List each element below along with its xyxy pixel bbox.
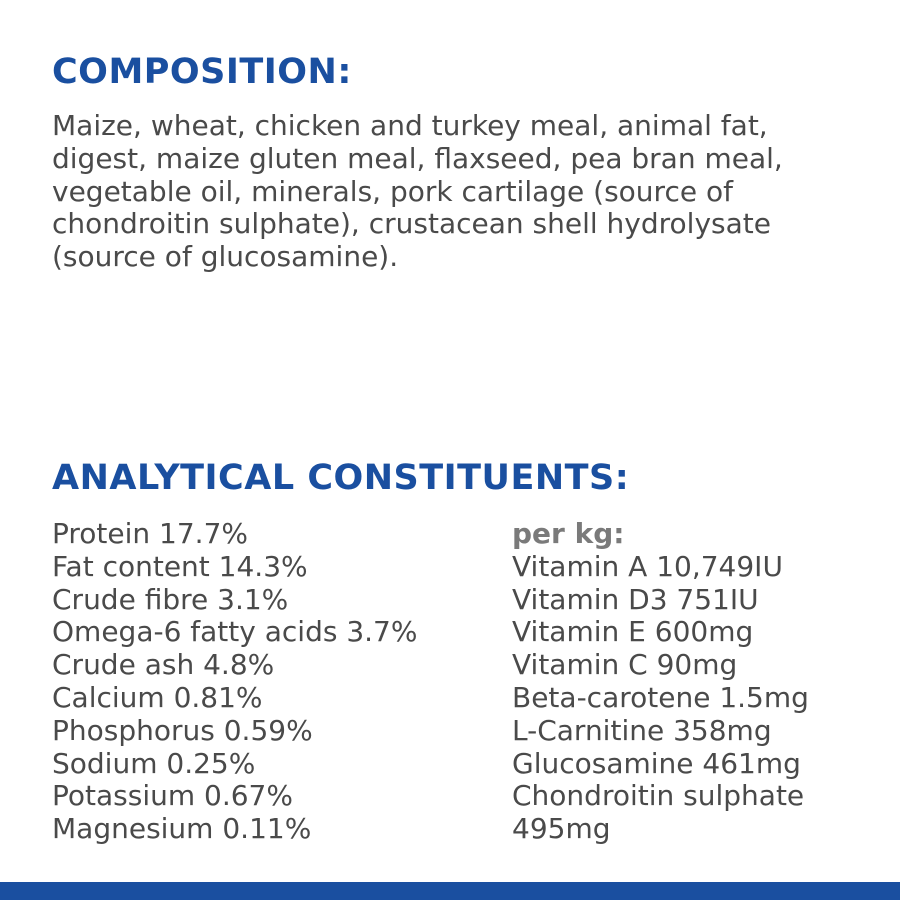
composition-heading: COMPOSITION: (52, 52, 352, 92)
constituent-item: Sodium 0.25% (52, 746, 256, 780)
per-kg-label: per kg: (512, 517, 625, 550)
vitamin-item: L-Carnitine 358mg (512, 713, 772, 747)
constituent-item: Magnesium 0.11% (52, 812, 312, 846)
vitamin-item: Vitamin C 90mg (512, 648, 738, 682)
composition-text: Maize, wheat, chicken and turkey meal, animal fat, digest, maize gluten meal, flaxseed, pea bran meal, vegetable oil, minerals, pork cartilage (source of chondroitin sulphate), crustacean shell hydrolysate (source of glucosamine). (52, 109, 783, 274)
constituent-item: Protein 17.7% (52, 517, 248, 550)
vitamin-item: Vitamin D3 751IU (512, 582, 759, 616)
constituents-list-right (512, 518, 872, 846)
constituent-item: Potassium 0.67% (52, 779, 293, 813)
footer-bar (0, 882, 900, 900)
vitamin-item: Beta-carotene 1.5mg (512, 680, 809, 714)
constituents-list-left (52, 518, 492, 846)
constituent-item: Calcium 0.81% (52, 680, 263, 714)
constituent-item: Phosphorus 0.59% (52, 713, 313, 747)
constituent-item: Crude fibre 3.1% (52, 582, 289, 616)
analytical-constituents-heading: ANALYTICAL CONSTITUENTS: (52, 458, 630, 498)
vitamin-item: Chondroitin sulphate (512, 779, 805, 813)
vitamin-item: Vitamin A 10,749IU (512, 549, 783, 583)
constituent-item: Fat content 14.3% (52, 549, 308, 583)
vitamin-item: Vitamin E 600mg (512, 615, 754, 649)
vitamin-item: Glucosamine 461mg (512, 746, 801, 780)
constituent-item: Crude ash 4.8% (52, 648, 275, 682)
vitamin-item: 495mg (512, 812, 611, 846)
constituent-item: Omega-6 fatty acids 3.7% (52, 615, 418, 649)
